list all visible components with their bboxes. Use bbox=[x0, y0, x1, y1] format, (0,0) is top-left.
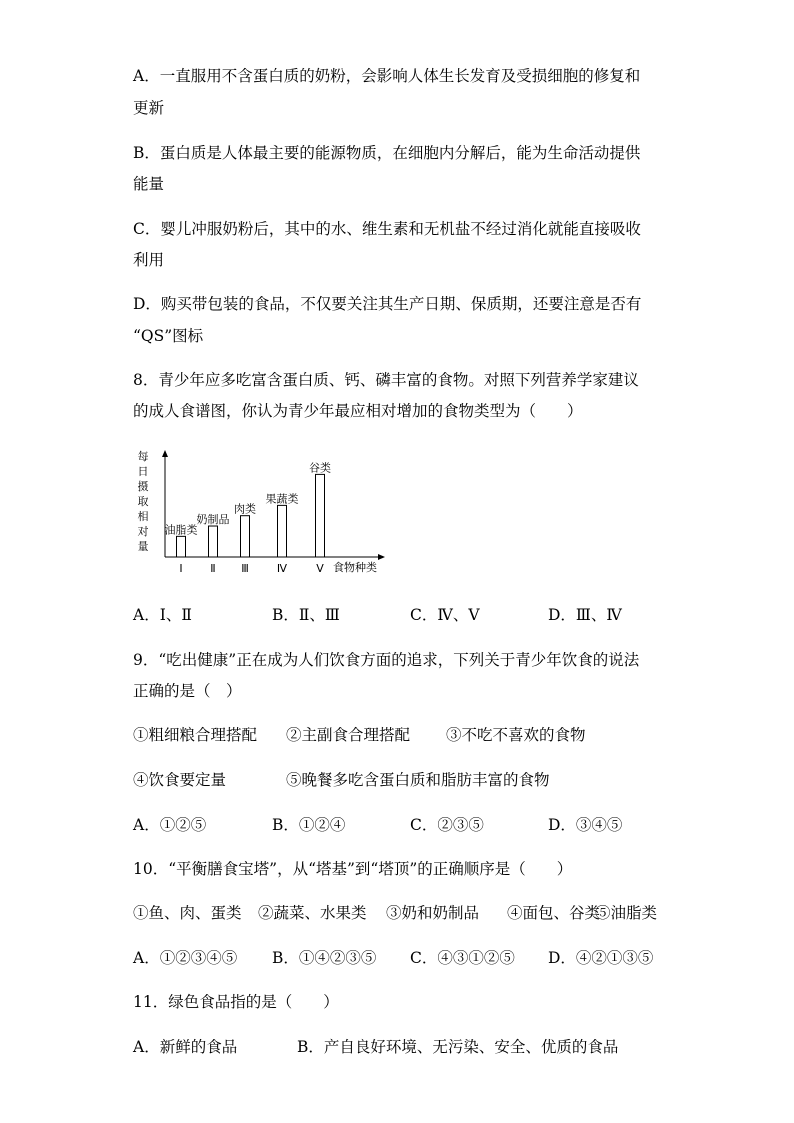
food-intake-chart bbox=[135, 450, 395, 582]
x-tick-label-1: Ⅰ bbox=[179, 562, 183, 575]
q7-option-d-line2: “QS”图标 bbox=[133, 327, 204, 345]
q8-stem-line1: 8．青少年应多吃富含蛋白质、钙、磷丰富的食物。对照下列营养学家建议 bbox=[133, 371, 639, 389]
q9-option-c: C．②③⑤ bbox=[410, 816, 484, 834]
q10-option-d: D．④②①③⑤ bbox=[548, 949, 654, 967]
q9-option-b: B．①②④ bbox=[272, 816, 346, 834]
bar-4 bbox=[278, 505, 287, 557]
bar-label-2: 奶制品 bbox=[196, 513, 230, 527]
q10-option-b: B．①④②③⑤ bbox=[272, 949, 377, 967]
bar-5 bbox=[316, 474, 325, 557]
bar-label-1: 油脂类 bbox=[164, 523, 198, 537]
bars bbox=[165, 460, 332, 575]
q10-item-4: ④面包、谷类 bbox=[507, 904, 601, 922]
q7-option-c-line1: C．婴儿冲服奶粉后，其中的水、维生素和无机盐不经过消化就能直接吸收 bbox=[133, 220, 641, 238]
q8-option-d: D．Ⅲ、Ⅳ bbox=[548, 606, 622, 624]
y-axis-label-char: 对 bbox=[137, 525, 149, 538]
y-axis-label-char: 取 bbox=[137, 495, 149, 508]
q7-option-a-line1: A．一直服用不含蛋白质的奶粉，会影响人体生长发育及受损细胞的修复和 bbox=[133, 67, 641, 85]
q8-option-c: C．Ⅳ、Ⅴ bbox=[410, 606, 480, 624]
q10-item-1: ①鱼、肉、蛋类 bbox=[133, 904, 242, 922]
q9-option-d: D．③④⑤ bbox=[548, 816, 623, 834]
q10-item-3: ③奶和奶制品 bbox=[386, 904, 480, 922]
q9-item-2: ②主副食合理搭配 bbox=[286, 726, 411, 744]
q9-stem-line2: 正确的是（ ） bbox=[133, 682, 242, 700]
x-tick-label-2: Ⅱ bbox=[210, 562, 216, 575]
y-axis-label-char: 相 bbox=[137, 510, 149, 523]
bar-3 bbox=[241, 516, 250, 557]
bar-label-3: 肉类 bbox=[234, 502, 256, 516]
q8-stem-line2: 的成人食谱图，你认为青少年最应相对增加的食物类型为（ ） bbox=[133, 402, 583, 420]
x-tick-label-4: Ⅳ bbox=[276, 562, 288, 575]
y-axis-arrow bbox=[162, 450, 168, 457]
q10-item-2: ②蔬菜、水果类 bbox=[258, 904, 367, 922]
q11-option-b: B．产自良好环境、无污染、安全、优质的食品 bbox=[297, 1038, 619, 1056]
y-axis-label-char: 量 bbox=[137, 540, 149, 553]
y-axis-label-char: 日 bbox=[137, 465, 149, 478]
q9-option-a: A．①②⑤ bbox=[133, 816, 207, 834]
q7-option-b-line2: 能量 bbox=[133, 175, 165, 193]
q8-option-b: B．Ⅱ、Ⅲ bbox=[272, 606, 340, 624]
q7-option-a-line2: 更新 bbox=[133, 99, 165, 117]
q7-option-b-line1: B．蛋白质是人体最主要的能源物质，在细胞内分解后，能为生命活动提供 bbox=[133, 144, 641, 162]
q8-option-a: A．Ⅰ、Ⅱ bbox=[133, 606, 192, 624]
x-axis-arrow bbox=[378, 554, 385, 560]
q10-item-5: ⑤油脂类 bbox=[595, 904, 658, 922]
q11-stem: 11．绿色食品指的是（ ） bbox=[133, 993, 339, 1011]
q7-option-d-line1: D．购买带包装的食品，不仅要关注其生产日期、保质期，还要注意是否有 bbox=[133, 295, 642, 313]
bar-1 bbox=[177, 536, 186, 557]
q11-option-a: A．新鲜的食品 bbox=[133, 1038, 238, 1056]
q9-item-3: ③不吃不喜欢的食物 bbox=[446, 726, 586, 744]
y-axis-label-char: 每 bbox=[137, 450, 149, 463]
bar-2 bbox=[209, 526, 218, 557]
bar-label-5: 谷类 bbox=[309, 461, 331, 475]
q9-item-1: ①粗细粮合理搭配 bbox=[133, 726, 258, 744]
q9-stem-line1: 9．“吃出健康”正在成为人们饮食方面的追求，下列关于青少年饮食的说法 bbox=[133, 651, 640, 669]
x-axis-label: 食物种类 bbox=[333, 561, 377, 574]
q9-item-4: ④饮食要定量 bbox=[133, 771, 227, 789]
q9-item-5: ⑤晚餐多吃含蛋白质和脂肪丰富的食物 bbox=[286, 771, 550, 789]
y-axis-label-char: 摄 bbox=[137, 480, 149, 493]
x-tick-label-3: Ⅲ bbox=[241, 562, 249, 575]
q7-option-c-line2: 利用 bbox=[133, 251, 165, 269]
q10-option-c: C．④③①②⑤ bbox=[410, 949, 515, 967]
x-tick-label-5: Ⅴ bbox=[316, 562, 324, 575]
y-axis-label bbox=[138, 450, 149, 553]
bar-label-4: 果蔬类 bbox=[265, 492, 299, 506]
q10-option-a: A．①②③④⑤ bbox=[133, 949, 238, 967]
q10-stem: 10．“平衡膳食宝塔”，从“塔基”到“塔顶”的正确顺序是（ ） bbox=[133, 860, 573, 878]
